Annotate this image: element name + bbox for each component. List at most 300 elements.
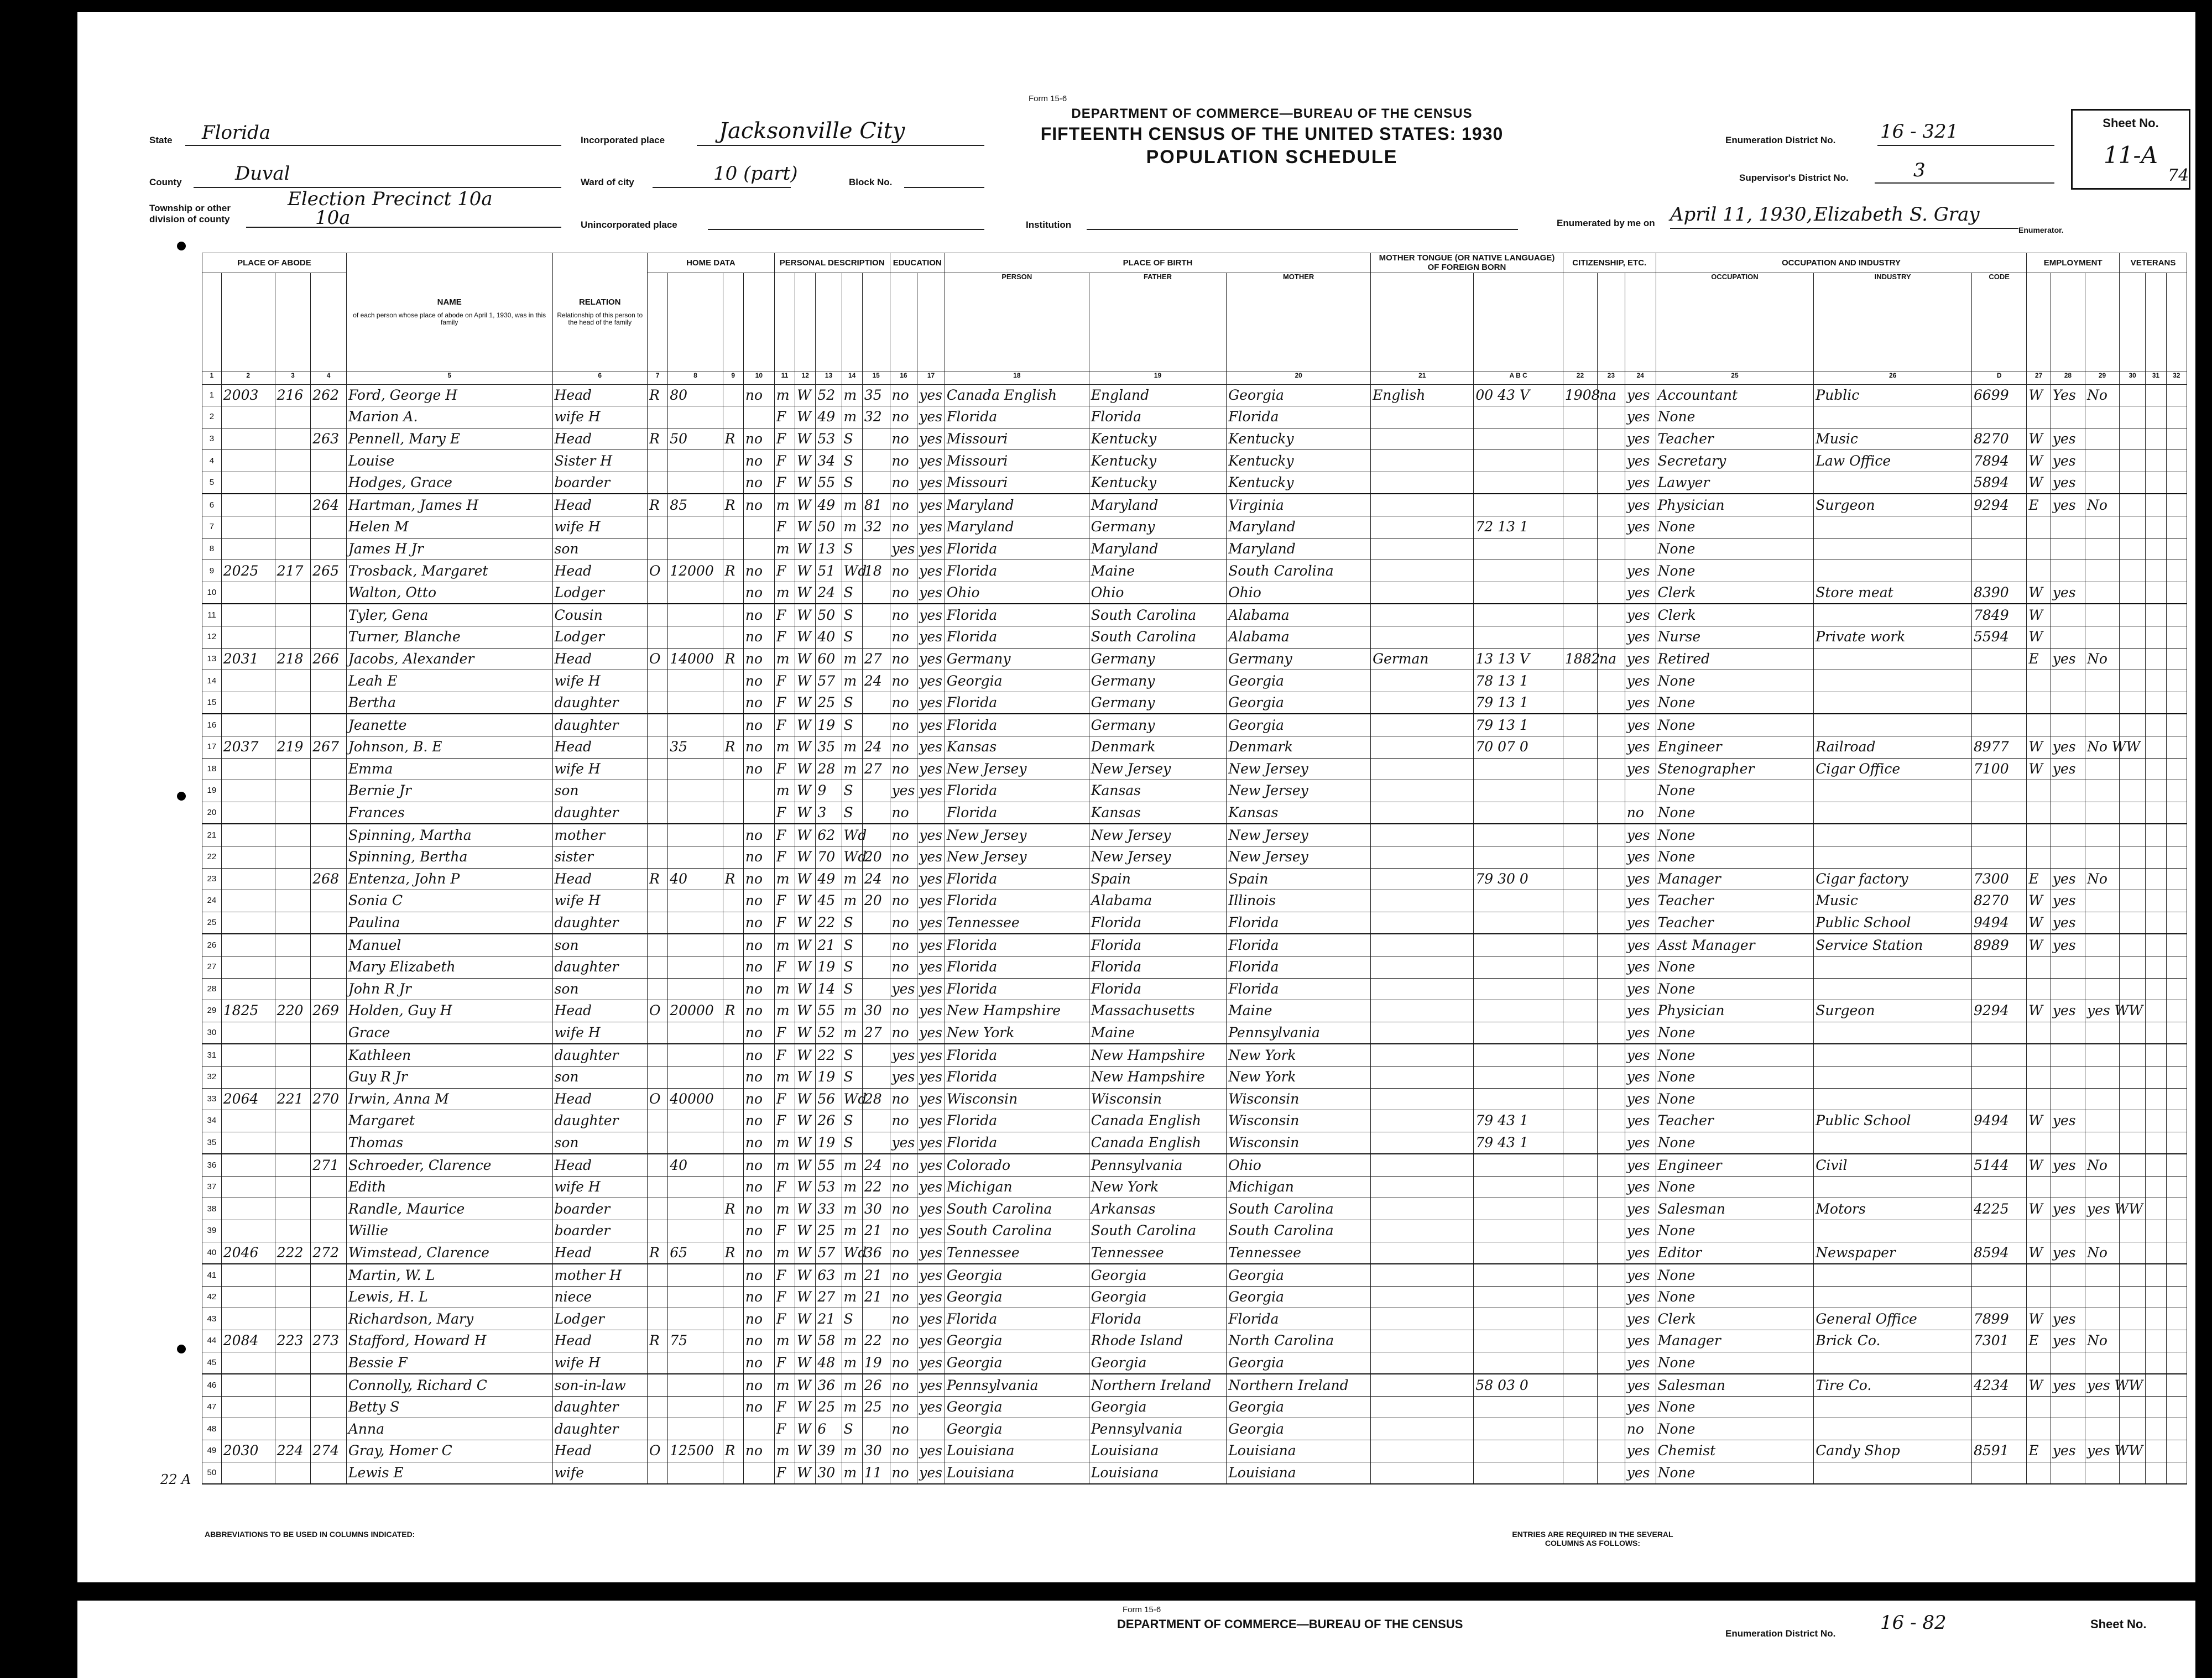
cell-eng: yes [1625,824,1656,846]
cell-farm: no [743,472,774,494]
cell-name: Tyler, Gena [346,604,552,626]
cell-cw [2027,1022,2051,1044]
cell-eng: yes [1625,1308,1656,1330]
cell-code: 79 43 1 [1474,1132,1563,1154]
cell-val [668,450,723,472]
table-row [202,1044,2187,1066]
cell-rd: yes [917,780,945,802]
cell-blank [2120,978,2146,1000]
cell-fpob: New Jersey [1089,824,1226,846]
cell-blank [2146,736,2166,759]
cell-ind [1814,1088,1972,1110]
cell-name: Anna [346,1418,552,1440]
cell-fpob: Germany [1089,692,1226,714]
cell-blank [2146,692,2166,714]
cell-fam [311,956,347,978]
cell-own [647,1198,667,1220]
cell-cw: W [2027,626,2051,649]
cell-val [668,1352,723,1374]
cell-ocode: 8591 [1972,1440,2027,1462]
cell-pob: Maryland [945,516,1089,539]
cell-blank [2120,714,2146,736]
cell-eng: yes [1625,648,1656,670]
cell-code [1474,956,1563,978]
cell-pob: Germany [945,648,1089,670]
cell-emp [2051,406,2085,428]
line-number: 34 [202,1110,222,1132]
cell-name: Martin, W. L [346,1264,552,1286]
cell-am: 24 [862,1154,890,1176]
cell-am: 30 [862,1198,890,1220]
cell-race: W [795,1374,816,1396]
cell-cw: W [2027,1000,2051,1022]
cell-sch: no [890,956,917,978]
cell-blank [2146,1286,2166,1308]
cell-cw: W [2027,582,2051,604]
cell-rel: Head [552,1330,647,1352]
cell-farm: no [743,956,774,978]
cell-house [221,1374,275,1396]
cell-pob: Canada English [945,384,1089,406]
cell-mar: m [842,1462,862,1484]
next-sheet-label: Sheet No. [2090,1617,2147,1631]
line-number: 40 [202,1242,222,1264]
cell-mpob: Wisconsin [1227,1088,1371,1110]
cell-am [862,912,890,934]
cell-rel: boarder [552,1198,647,1220]
cell-tongue [1371,1462,1474,1484]
side-note: 74 [2168,166,2189,185]
cell-ocode [1972,1418,2027,1440]
line-number: 33 [202,1088,222,1110]
cell-fam [311,780,347,802]
cell-dw: 218 [275,648,311,670]
cell-val [668,1396,723,1418]
cell-vet [2085,934,2119,956]
cell-imm [1563,1352,1597,1374]
cell-sex: F [774,472,795,494]
cell-nat [1598,560,1625,582]
cell-am: 24 [862,868,890,890]
cell-ind: Tire Co. [1814,1374,1972,1396]
cell-val [668,582,723,604]
cell-val [668,1176,723,1198]
cell-tongue [1371,1374,1474,1396]
cell-rd: yes [917,670,945,692]
cell-eng: yes [1625,406,1656,428]
cell-blank [2146,1154,2166,1176]
cell-rd [917,802,945,824]
cell-imm [1563,1110,1597,1132]
cell-ocode [1972,692,2027,714]
cell-own [647,538,667,560]
cell-emp [2051,604,2085,626]
cell-tongue [1371,560,1474,582]
cell-imm [1563,1154,1597,1176]
cell-sex: F [774,758,795,780]
cell-ind [1814,846,1972,868]
cell-nat [1598,736,1625,759]
cell-house [221,1022,275,1044]
cell-blank [2120,1242,2146,1264]
cell-rel: Cousin [552,604,647,626]
cell-ind [1814,472,1972,494]
column-numbers: 1 2 3 4 5 6 7 8 9 10 11 12 13 14 15 16 17 18 19 20 21 A B C 22 23 24 25 26 D 27 28 29 30 31 32 [202,372,2187,384]
cell-cw: W [2027,472,2051,494]
cell-rd: yes [917,538,945,560]
cell-race: W [795,406,816,428]
cell-name: Leah E [346,670,552,692]
cell-rel: wife H [552,890,647,912]
cell-blank [2146,978,2166,1000]
cell-nat [1598,1220,1625,1242]
cell-pob: Florida [945,1110,1089,1132]
cell-fam [311,1418,347,1440]
cell-fam [311,1044,347,1066]
cell-eng: yes [1625,890,1656,912]
cell-occ: Engineer [1656,1154,1814,1176]
cell-fpob: Florida [1089,934,1226,956]
cell-rd: yes [917,516,945,539]
cell-eng: yes [1625,1110,1656,1132]
cell-am [862,780,890,802]
cell-emp [2051,1418,2085,1440]
cell-code [1474,934,1563,956]
cell-race: W [795,846,816,868]
cell-cw [2027,560,2051,582]
cell-fam [311,802,347,824]
cell-rd: yes [917,626,945,649]
cell-val: 40 [668,868,723,890]
cell-blank [2166,538,2187,560]
cell-val [668,978,723,1000]
cell-rel: daughter [552,802,647,824]
cell-dw [275,846,311,868]
cell-eng: yes [1625,978,1656,1000]
cell-race: W [795,1242,816,1264]
cell-age: 34 [816,450,842,472]
cell-code [1474,1242,1563,1264]
cell-pob: Tennessee [945,1242,1089,1264]
cell-rd: yes [917,714,945,736]
cell-vet [2085,1132,2119,1154]
cell-eng: yes [1625,1132,1656,1154]
cell-blank [2166,1154,2187,1176]
cell-rd: yes [917,1286,945,1308]
cell-name: John R Jr [346,978,552,1000]
cell-name: Sonia C [346,890,552,912]
cell-occ: None [1656,1396,1814,1418]
cell-blank [2166,692,2187,714]
cell-race: W [795,1110,816,1132]
cell-fam: 265 [311,560,347,582]
cell-fam [311,934,347,956]
cell-tongue [1371,890,1474,912]
cell-code [1474,406,1563,428]
cell-sex: F [774,1352,795,1374]
cell-occ: None [1656,1352,1814,1374]
table-row [202,978,2187,1000]
line-number: 42 [202,1286,222,1308]
cell-mar: m [842,868,862,890]
cell-fpob: Florida [1089,978,1226,1000]
cell-sex: m [774,1374,795,1396]
cell-mpob: Spain [1227,868,1371,890]
cell-fam: 271 [311,1154,347,1176]
cell-cw [2027,692,2051,714]
cell-ind: Store meat [1814,582,1972,604]
cell-farm: no [743,1352,774,1374]
cell-am [862,1132,890,1154]
cell-code [1474,1418,1563,1440]
cell-fpob: Ohio [1089,582,1226,604]
cell-code: 79 30 0 [1474,868,1563,890]
cell-rel: Head [552,1000,647,1022]
cell-blank [2166,934,2187,956]
cell-rel: son [552,934,647,956]
cell-ind [1814,516,1972,539]
cell-radio [723,1462,743,1484]
cell-ind [1814,802,1972,824]
cell-ocode: 7301 [1972,1330,2027,1352]
cell-race: W [795,626,816,649]
cell-tongue [1371,1396,1474,1418]
cell-occ: Clerk [1656,604,1814,626]
cell-mpob: Georgia [1227,670,1371,692]
cell-ocode [1972,538,2027,560]
cell-code [1474,428,1563,450]
cell-own [647,692,667,714]
cell-mar: m [842,1396,862,1418]
cell-blank [2120,670,2146,692]
cell-nat [1598,1440,1625,1462]
cell-house [221,1286,275,1308]
cell-vet [2085,626,2119,649]
cell-pob: Florida [945,538,1089,560]
cell-mar: Wd [842,846,862,868]
cell-rd: yes [917,648,945,670]
unincorporated-line [708,229,984,230]
cell-farm: no [743,1088,774,1110]
cell-house [221,868,275,890]
cell-ocode [1972,1220,2027,1242]
cell-code [1474,626,1563,649]
cell-blank [2166,802,2187,824]
table-row [202,802,2187,824]
cell-rd: yes [917,384,945,406]
cell-vet [2085,582,2119,604]
cell-rel: mother [552,824,647,846]
cell-am: 22 [862,1176,890,1198]
cell-ocode: 8594 [1972,1242,2027,1264]
cell-imm [1563,538,1597,560]
cell-rel: wife H [552,1352,647,1374]
cell-vet [2085,1462,2119,1484]
cell-farm: no [743,714,774,736]
cell-val [668,670,723,692]
census-title: FIFTEENTH CENSUS OF THE UNITED STATES: 1930 [1040,124,1504,144]
cell-eng: no [1625,1418,1656,1440]
cell-occ: Nurse [1656,626,1814,649]
cell-fam: 262 [311,384,347,406]
cell-sex: m [774,1242,795,1264]
cell-cw [2027,1396,2051,1418]
cell-age: 24 [816,582,842,604]
cell-imm [1563,406,1597,428]
cell-occ: Asst Manager [1656,934,1814,956]
line-number: 1 [202,384,222,406]
cell-code [1474,1000,1563,1022]
cell-mar: S [842,582,862,604]
cell-blank [2166,604,2187,626]
cell-dw [275,1396,311,1418]
cell-fpob: South Carolina [1089,626,1226,649]
cell-fpob: Kentucky [1089,472,1226,494]
cell-cw: W [2027,428,2051,450]
cell-nat [1598,846,1625,868]
cell-mar: S [842,626,862,649]
cell-rel: son [552,780,647,802]
cell-name: Walton, Otto [346,582,552,604]
table-row [202,1440,2187,1462]
cell-sch: no [890,1418,917,1440]
cell-own [647,890,667,912]
cell-blank [2120,868,2146,890]
cell-am [862,802,890,824]
cell-mar: m [842,1000,862,1022]
cell-occ: None [1656,1022,1814,1044]
cell-age: 35 [816,736,842,759]
cell-imm [1563,1330,1597,1352]
cell-rel: daughter [552,1110,647,1132]
cell-tongue [1371,1022,1474,1044]
cell-sex: F [774,1022,795,1044]
cell-am: 18 [862,560,890,582]
cell-code [1474,560,1563,582]
cell-sch: no [890,846,917,868]
cell-cw: W [2027,934,2051,956]
cell-age: 70 [816,846,842,868]
cell-race: W [795,384,816,406]
cell-age: 40 [816,626,842,649]
cell-pob: New Jersey [945,846,1089,868]
cell-age: 48 [816,1352,842,1374]
cell-race: W [795,538,816,560]
cell-own [647,1374,667,1396]
cell-tongue [1371,824,1474,846]
cell-blank [2120,1022,2146,1044]
cell-age: 25 [816,1396,842,1418]
cell-tongue [1371,604,1474,626]
cell-blank [2146,802,2166,824]
cell-dw [275,912,311,934]
cell-nat [1598,912,1625,934]
cell-radio: R [723,868,743,890]
cell-val: 50 [668,428,723,450]
cell-blank [2146,956,2166,978]
cell-house [221,978,275,1000]
cell-nat [1598,1066,1625,1088]
cell-fpob: Florida [1089,406,1226,428]
cell-code [1474,780,1563,802]
cell-tongue [1371,472,1474,494]
line-number: 2 [202,406,222,428]
cell-tongue [1371,1110,1474,1132]
cell-sch: no [890,516,917,539]
cell-tongue [1371,802,1474,824]
cell-occ: None [1656,1418,1814,1440]
cell-own: R [647,1330,667,1352]
cell-house [221,846,275,868]
cell-mar: m [842,1022,862,1044]
cell-house [221,1198,275,1220]
cell-tongue [1371,1044,1474,1066]
cell-mar: S [842,1418,862,1440]
cell-dw [275,692,311,714]
cell-house [221,1066,275,1088]
cell-am [862,626,890,649]
cell-occ: Retired [1656,648,1814,670]
cell-race: W [795,1022,816,1044]
cell-fam [311,1220,347,1242]
line-number: 8 [202,538,222,560]
cell-emp [2051,1352,2085,1374]
cell-imm [1563,978,1597,1000]
cell-blank [2120,626,2146,649]
cell-vet [2085,1418,2119,1440]
tongue-group: MOTHER TONGUE (OR NATIVE LANGUAGE) OF FOREIGN BORN [1371,253,1563,273]
cell-imm [1563,736,1597,759]
cell-code [1474,1220,1563,1242]
cell-house [221,494,275,516]
cell-emp [2051,824,2085,846]
cell-pob: Kansas [945,736,1089,759]
cell-house [221,890,275,912]
cell-blank [2146,1088,2166,1110]
cell-race: W [795,1396,816,1418]
cell-dw: 219 [275,736,311,759]
cell-age: 14 [816,978,842,1000]
cell-sex: F [774,626,795,649]
cell-fpob: Canada English [1089,1110,1226,1132]
cell-radio: R [723,1242,743,1264]
cell-vet [2085,846,2119,868]
table-row [202,956,2187,978]
cell-blank [2166,1374,2187,1396]
cell-imm [1563,516,1597,539]
cell-rel: wife [552,1462,647,1484]
cell-nat [1598,626,1625,649]
cell-name: Connolly, Richard C [346,1374,552,1396]
cell-mpob: Ohio [1227,1154,1371,1176]
cell-am [862,692,890,714]
cell-nat [1598,934,1625,956]
cell-cw: W [2027,1110,2051,1132]
cell-blank [2146,538,2166,560]
cell-pob: Georgia [945,1286,1089,1308]
cell-nat [1598,890,1625,912]
cell-pob: Georgia [945,1396,1089,1418]
cell-sex: m [774,736,795,759]
cell-radio [723,1022,743,1044]
cell-name: Stafford, Howard H [346,1330,552,1352]
cell-sch: no [890,626,917,649]
cell-radio [723,1066,743,1088]
cell-fam [311,978,347,1000]
cell-ind [1814,956,1972,978]
cell-blank [2166,846,2187,868]
cell-sex: F [774,516,795,539]
